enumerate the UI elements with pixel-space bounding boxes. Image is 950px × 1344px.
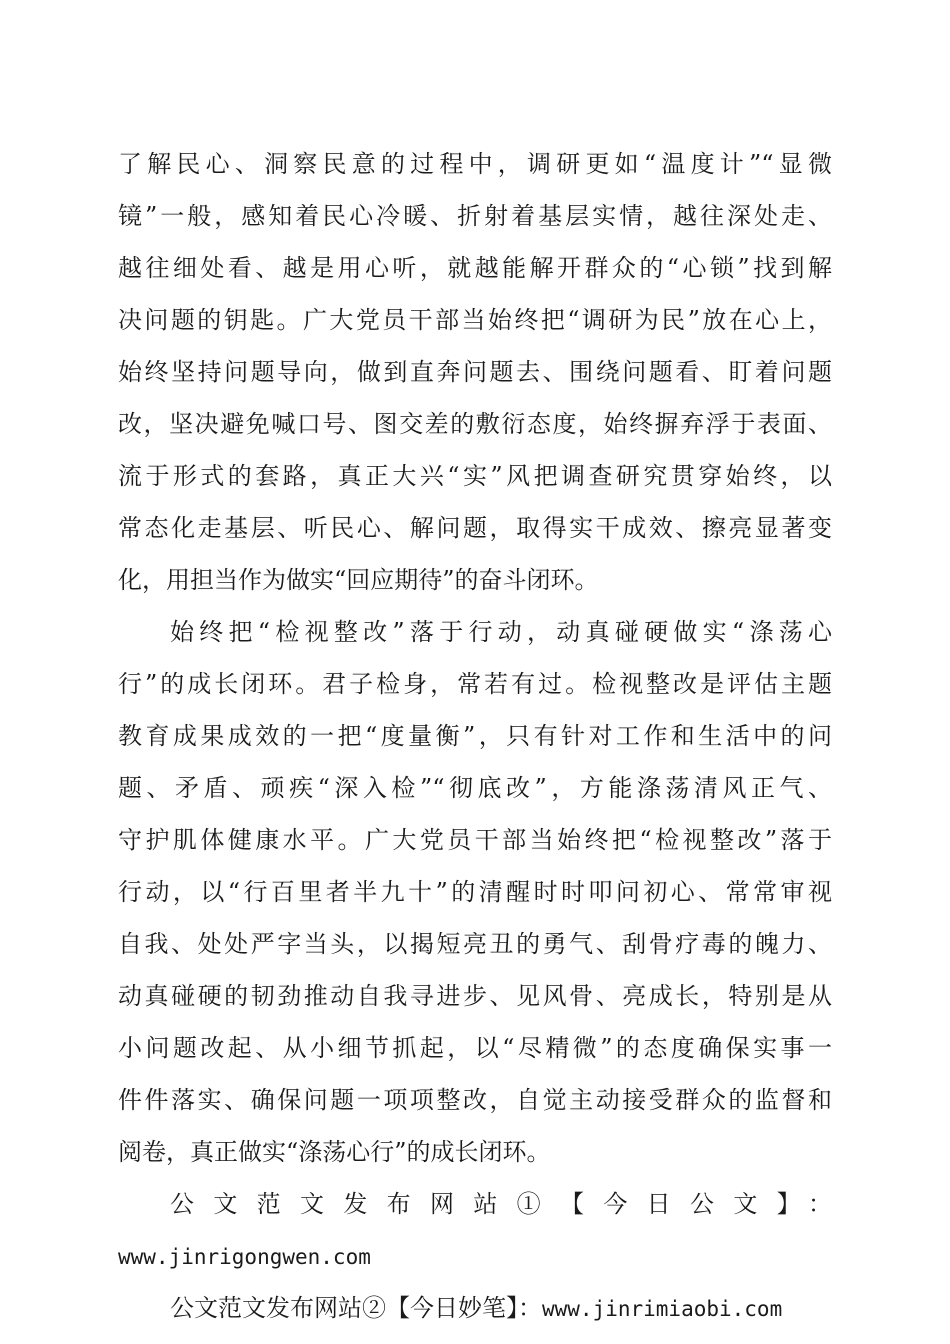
paragraph-line: 教育成果成效的一把“度量衡”，只有针对工作和生活中的问	[118, 722, 832, 750]
paragraph-line: 了解民心、洞察民意的过程中，调研更如“温度计”“显微	[118, 150, 832, 178]
paragraph-line: 常态化走基层、听民心、解问题，取得实干成效、擦亮显著变	[118, 514, 832, 542]
site-1-url[interactable]: www.jinrigongwen.com	[118, 1245, 371, 1269]
paragraph-rectification	[118, 606, 832, 1178]
paragraph-line: 行动，以“行百里者半九十”的清醒时时叩问初心、常常审视	[118, 878, 832, 906]
paragraph-line: 化，用担当作为做实“回应期待”的奋斗闭环。	[118, 566, 599, 594]
paragraph-line: 决问题的钥匙。广大党员干部当始终把“调研为民”放在心上，	[118, 306, 832, 334]
paragraph-line: 阅卷，真正做实“涤荡心行”的成长闭环。	[118, 1138, 551, 1166]
site-2-line	[118, 1282, 832, 1334]
paragraph-line: 动真碰硬的韧劲推动自我寻进步、见风骨、亮成长，特别是从	[118, 982, 832, 1010]
site-1-line	[118, 1230, 832, 1282]
paragraph-line: 行”的成长闭环。君子检身，常若有过。检视整改是评估主题	[118, 670, 832, 698]
site-1-label: 公文范文发布网站①【今日公文】：	[170, 1190, 832, 1218]
document-page	[118, 138, 832, 1334]
paragraph-line: 改，坚决避免喊口号、图交差的敷衍态度，始终摒弃浮于表面、	[118, 410, 832, 438]
paragraph-line: 小问题改起、从小细节抓起，以“尽精微”的态度确保实事一	[118, 1034, 832, 1062]
paragraph-line: 件件落实、确保问题一项项整改，自觉主动接受群众的监督和	[118, 1086, 832, 1114]
paragraph-line: 题、矛盾、顽疾“深入检”“彻底改”，方能涤荡清风正气、	[118, 774, 832, 802]
paragraph-line: 镜”一般，感知着民心冷暖、折射着基层实情，越往深处走、	[118, 202, 832, 230]
footer-links	[118, 1178, 832, 1334]
paragraph-survey	[118, 138, 832, 606]
site-2-label: 公文范文发布网站②【今日妙笔】：	[170, 1294, 542, 1322]
paragraph-line: 自我、处处严字当头，以揭短亮丑的勇气、刮骨疗毒的魄力、	[118, 930, 832, 958]
paragraph-line: 流于形式的套路，真正大兴“实”风把调查研究贯穿始终，以	[118, 462, 832, 490]
paragraph-line: 守护肌体健康水平。广大党员干部当始终把“检视整改”落于	[118, 826, 832, 854]
paragraph-line: 始终把“检视整改”落于行动，动真碰硬做实“涤荡心	[170, 618, 832, 646]
site-2-url[interactable]: www.jinrimiaobi.com	[542, 1297, 783, 1321]
paragraph-line: 越往细处看、越是用心听，就越能解开群众的“心锁”找到解	[118, 254, 832, 282]
paragraph-line: 始终坚持问题导向，做到直奔问题去、围绕问题看、盯着问题	[118, 358, 832, 386]
